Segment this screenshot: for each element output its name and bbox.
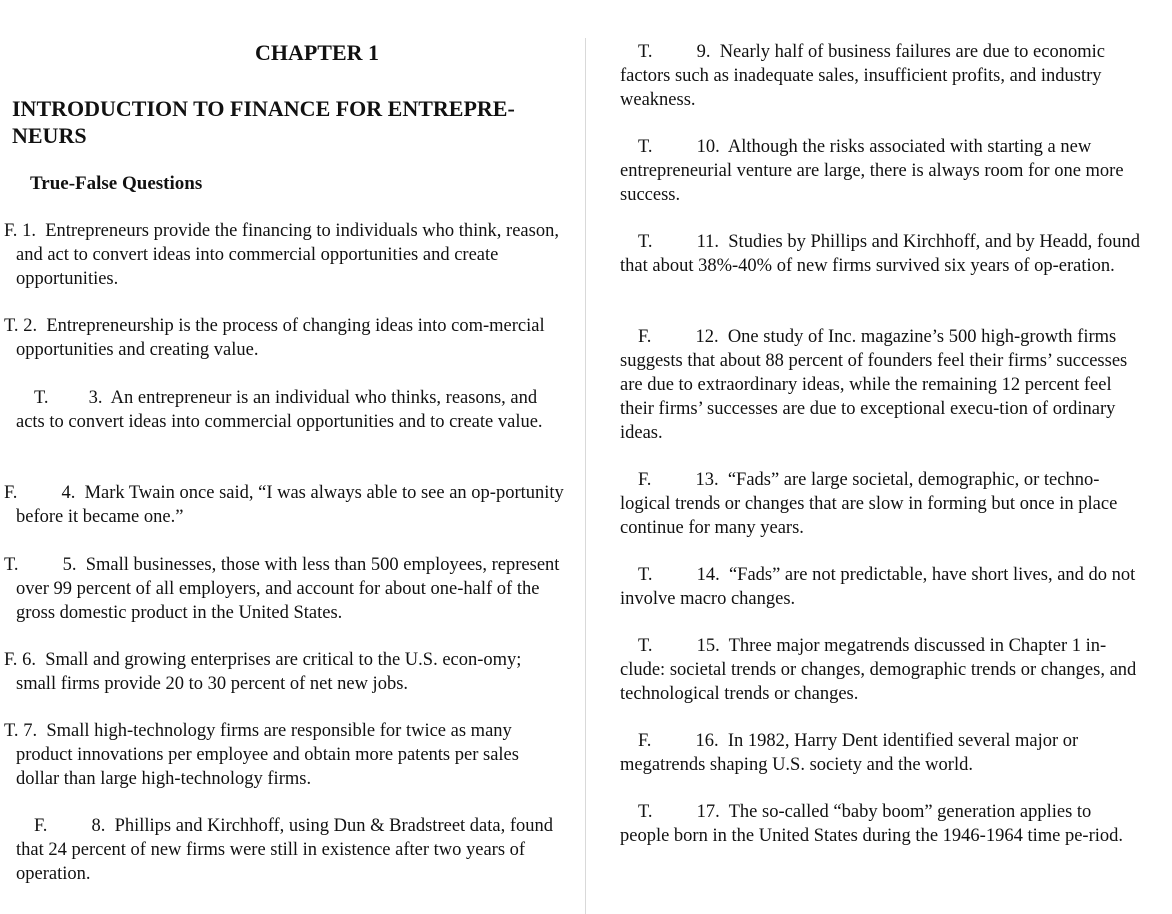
question-item bbox=[4, 386, 568, 434]
question-number: 5. bbox=[62, 555, 77, 575]
question-answer: T. bbox=[4, 555, 19, 575]
question-number: 16. bbox=[695, 731, 719, 751]
question-answer: T. bbox=[638, 42, 653, 62]
question-item bbox=[620, 135, 1148, 207]
question-number: 14. bbox=[696, 565, 720, 585]
question-text: Nearly half of business failures are due to economic factors such as inadequate sales, insufficient profits, and industry weakness. bbox=[620, 42, 1105, 110]
question-text: “Fads” are not predictable, have short lives, and do not involve macro changes. bbox=[620, 565, 1136, 609]
question-item bbox=[4, 481, 568, 529]
question-text: In 1982, Harry Dent identified several major or megatrends shaping U.S. society and the world. bbox=[620, 731, 1079, 775]
chapter-title bbox=[12, 95, 564, 149]
question-number: 11. bbox=[696, 232, 720, 252]
question-text: The so-called “baby boom” generation applies to people born in the United States during the 1946-1964 time pe-riod. bbox=[620, 802, 1123, 846]
question-text: Entrepreneurship is the process of changing ideas into com-mercial opportunities and creating value. bbox=[16, 316, 545, 360]
question-answer: T. bbox=[638, 137, 653, 157]
question-item bbox=[4, 814, 568, 886]
column-divider bbox=[585, 38, 586, 914]
question-answer: F. bbox=[638, 327, 652, 347]
question-number: 13. bbox=[695, 470, 719, 490]
question-answer: F. bbox=[34, 816, 48, 836]
question-answer: T. bbox=[638, 565, 653, 585]
question-item bbox=[620, 40, 1148, 112]
question-number: 12. bbox=[695, 327, 719, 347]
chapter-title-line-2: NEURS bbox=[12, 123, 87, 148]
question-number: 15. bbox=[696, 636, 720, 656]
question-number: 8. bbox=[91, 816, 106, 836]
question-item bbox=[620, 468, 1142, 540]
question-answer: F. bbox=[4, 483, 18, 503]
question-answer: F. bbox=[4, 221, 18, 241]
question-text: Three major megatrends discussed in Chapter 1 in-clude: societal trends or changes, demographic trends or changes, and technological trends or changes. bbox=[620, 636, 1137, 704]
question-item bbox=[4, 314, 556, 362]
question-text: Small and growing enterprises are critical to the U.S. econ-omy; small firms provide 20 to 30 percent of net new jobs. bbox=[16, 650, 522, 694]
question-text: One study of Inc. magazine’s 500 high-growth firms suggests that about 88 percent of founders feel their firms’ successes are due to extraordinary ideas, while the remaining 12 percent feel their firms’ successes are due to exceptional execu-tion of ordinary ideas. bbox=[620, 327, 1128, 443]
question-number: 2. bbox=[23, 316, 38, 336]
question-text: Studies by Phillips and Kirchhoff, and by Headd, found that about 38%-40% of new firms survived six years of op-eration. bbox=[620, 232, 1141, 276]
question-answer: T. bbox=[4, 316, 19, 336]
question-number: 4. bbox=[61, 483, 76, 503]
question-answer: F. bbox=[638, 470, 652, 490]
question-item bbox=[4, 219, 568, 291]
question-item bbox=[620, 230, 1150, 278]
question-text: Mark Twain once said, “I was always able to see an op-portunity before it became one.” bbox=[16, 483, 564, 527]
chapter-title-line-1: INTRODUCTION TO FINANCE FOR ENTREPRE- bbox=[12, 96, 515, 121]
question-item bbox=[620, 325, 1142, 445]
question-number: 7. bbox=[23, 721, 38, 741]
question-number: 6. bbox=[22, 650, 36, 670]
question-item bbox=[4, 719, 556, 791]
question-item bbox=[620, 634, 1150, 706]
question-text: Small high-technology firms are responsible for twice as many product innovations per employee and obtain more patents per sales dollar than large high-technology firms. bbox=[16, 721, 519, 789]
question-answer: T. bbox=[638, 636, 653, 656]
chapter-heading: CHAPTER 1 bbox=[254, 40, 380, 65]
question-answer: T. bbox=[34, 388, 49, 408]
question-text: Entrepreneurs provide the financing to individuals who think, reason, and act to convert ideas into commercial opportunities and create opportunities. bbox=[16, 221, 559, 289]
section-heading: True-False Questions bbox=[30, 173, 203, 194]
question-number: 9. bbox=[696, 42, 711, 62]
question-text: Small businesses, those with less than 500 employees, represent over 99 percent of all employers, and account for about one-half of the gross domestic product in the United States. bbox=[16, 555, 560, 623]
question-number: 1. bbox=[22, 221, 36, 241]
question-item bbox=[620, 729, 1120, 777]
question-number: 3. bbox=[88, 388, 103, 408]
question-item bbox=[4, 553, 568, 625]
question-answer: F. bbox=[4, 650, 18, 670]
question-text: “Fads” are large societal, demographic, or techno-logical trends or changes that are slow in forming but once in place continue for many years. bbox=[620, 470, 1118, 538]
question-text: Although the risks associated with starting a new entrepreneurial venture are large, there is always room for one more success. bbox=[620, 137, 1124, 205]
question-answer: T. bbox=[638, 232, 653, 252]
question-text: An entrepreneur is an individual who thinks, reasons, and acts to convert ideas into commercial opportunities and to create value. bbox=[16, 388, 543, 432]
question-item bbox=[620, 563, 1148, 611]
question-item bbox=[4, 648, 546, 696]
question-item bbox=[620, 800, 1142, 848]
question-answer: T. bbox=[4, 721, 19, 741]
question-number: 17. bbox=[696, 802, 720, 822]
question-answer: F. bbox=[638, 731, 652, 751]
question-number: 10. bbox=[696, 137, 720, 157]
question-answer: T. bbox=[638, 802, 653, 822]
question-text: Phillips and Kirchhoff, using Dun & Bradstreet data, found that 24 percent of new firms were still in existence after two years of operation. bbox=[16, 816, 554, 884]
